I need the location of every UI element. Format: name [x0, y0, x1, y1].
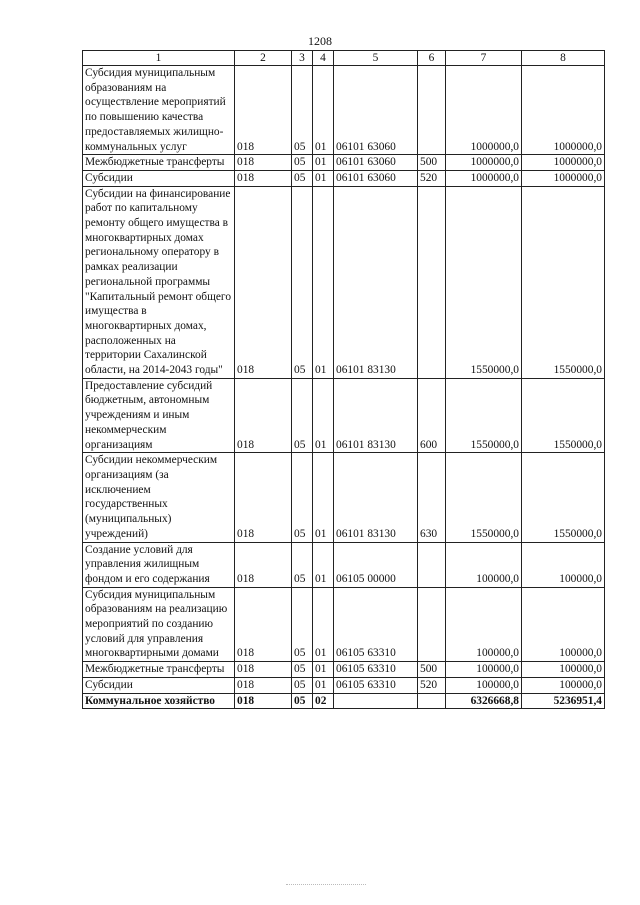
cell-amount-2: 100000,0: [522, 587, 605, 662]
cell-ministry-code: 018: [235, 170, 292, 186]
cell-subsection: 01: [313, 677, 334, 693]
cell-amount-2: 100000,0: [522, 662, 605, 678]
header-cell: 3: [292, 51, 313, 66]
row-name: Субсидии: [83, 170, 235, 186]
cell-subsection: 01: [313, 542, 334, 587]
cell-target-article: [334, 693, 418, 709]
cell-target-article: 06101 63060: [334, 66, 418, 155]
table-row: [83, 186, 605, 378]
header-row: [83, 51, 605, 66]
cell-amount-2: 1000000,0: [522, 155, 605, 171]
cell-amount-2: 100000,0: [522, 677, 605, 693]
cell-amount-1: 1000000,0: [446, 170, 522, 186]
section-total-row: [83, 693, 605, 709]
table-row: [83, 170, 605, 186]
cell-amount-1: 1000000,0: [446, 155, 522, 171]
cell-target-article: 06101 63060: [334, 155, 418, 171]
cell-target-article: 06105 00000: [334, 542, 418, 587]
cell-subsection: 01: [313, 186, 334, 378]
cell-section: 05: [292, 677, 313, 693]
cell-amount-1: 1550000,0: [446, 453, 522, 542]
cell-ministry-code: 018: [235, 453, 292, 542]
scan-smudge: [286, 884, 366, 889]
row-name: Межбюджетные трансферты: [83, 155, 235, 171]
cell-target-article: 06105 63310: [334, 662, 418, 678]
cell-ministry-code: 018: [235, 155, 292, 171]
cell-section: 05: [292, 587, 313, 662]
cell-section: 05: [292, 66, 313, 155]
cell-target-article: 06101 83130: [334, 378, 418, 453]
cell-expense-type: 600: [418, 378, 446, 453]
cell-amount-1: 100000,0: [446, 662, 522, 678]
cell-expense-type: 500: [418, 155, 446, 171]
header-cell: 2: [235, 51, 292, 66]
row-name: Субсидии: [83, 677, 235, 693]
cell-ministry-code: 018: [235, 542, 292, 587]
cell-expense-type: 630: [418, 453, 446, 542]
header-cell: 6: [418, 51, 446, 66]
row-name: Субсидия муниципальным образованиям на реализацию мероприятий по созданию условий для управления многоквартирными домами: [83, 587, 235, 662]
cell-amount-1: 100000,0: [446, 677, 522, 693]
cell-ministry-code: 018: [235, 186, 292, 378]
cell-section: 05: [292, 155, 313, 171]
cell-ministry-code: 018: [235, 587, 292, 662]
row-name: Субсидия муниципальным образованиям на осуществление мероприятий по повышению качества предоставляемых жилищно-коммунальных услуг: [83, 66, 235, 155]
cell-subsection: 01: [313, 587, 334, 662]
cell-expense-type: 520: [418, 677, 446, 693]
header-cell: 8: [522, 51, 605, 66]
header-cell: 7: [446, 51, 522, 66]
table-row: [83, 66, 605, 155]
cell-amount-1: 1000000,0: [446, 66, 522, 155]
row-name: Предоставление субсидий бюджетным, автономным учреждениям и иным некоммерческим организациям: [83, 378, 235, 453]
row-name: Субсидии на финансирование работ по капитальному ремонту общего имущества в многоквартирных домах региональному оператору в рамках реализации региональной программы "Капитальный ремонт общего имущества в многоквартирных домах, расположенных на территории Сахалинской области, на 2014-2043 годы": [83, 186, 235, 378]
cell-amount-2: 100000,0: [522, 542, 605, 587]
table-row: [83, 587, 605, 662]
header-cell: 4: [313, 51, 334, 66]
cell-amount-2: 5236951,4: [522, 693, 605, 709]
cell-subsection: 01: [313, 170, 334, 186]
table-row: [83, 662, 605, 678]
cell-amount-1: 1550000,0: [446, 378, 522, 453]
cell-expense-type: [418, 542, 446, 587]
cell-amount-1: 100000,0: [446, 587, 522, 662]
cell-expense-type: 500: [418, 662, 446, 678]
table-row: [83, 542, 605, 587]
cell-section: 05: [292, 186, 313, 378]
cell-section: 05: [292, 453, 313, 542]
table-row: [83, 378, 605, 453]
cell-amount-1: 1550000,0: [446, 186, 522, 378]
page-number: 1208: [308, 34, 332, 48]
cell-target-article: 06105 63310: [334, 587, 418, 662]
row-name: Коммунальное хозяйство: [83, 693, 235, 709]
cell-expense-type: 520: [418, 170, 446, 186]
table-row: [83, 155, 605, 171]
cell-target-article: 06105 63310: [334, 677, 418, 693]
table-row: [83, 453, 605, 542]
cell-expense-type: [418, 66, 446, 155]
cell-subsection: 01: [313, 453, 334, 542]
header-cell: 5: [334, 51, 418, 66]
table-row: [83, 677, 605, 693]
cell-target-article: 06101 83130: [334, 453, 418, 542]
cell-ministry-code: 018: [235, 378, 292, 453]
cell-target-article: 06101 83130: [334, 186, 418, 378]
cell-amount-1: 100000,0: [446, 542, 522, 587]
row-name: Субсидии некоммерческим организациям (за исключением государственных (муниципальных) учреждений): [83, 453, 235, 542]
cell-ministry-code: 018: [235, 66, 292, 155]
cell-subsection: 01: [313, 378, 334, 453]
cell-expense-type: [418, 186, 446, 378]
cell-section: 05: [292, 542, 313, 587]
cell-amount-2: 1550000,0: [522, 453, 605, 542]
budget-table: [82, 50, 605, 709]
cell-subsection: 01: [313, 155, 334, 171]
cell-subsection: 01: [313, 662, 334, 678]
cell-section: 05: [292, 662, 313, 678]
header-cell: 1: [83, 51, 235, 66]
cell-subsection: 01: [313, 66, 334, 155]
cell-expense-type: [418, 693, 446, 709]
cell-subsection: 02: [313, 693, 334, 709]
cell-expense-type: [418, 587, 446, 662]
cell-amount-2: 1550000,0: [522, 186, 605, 378]
cell-amount-2: 1000000,0: [522, 170, 605, 186]
cell-target-article: 06101 63060: [334, 170, 418, 186]
row-name: Создание условий для управления жилищным фондом и его содержания: [83, 542, 235, 587]
cell-amount-1: 6326668,8: [446, 693, 522, 709]
cell-ministry-code: 018: [235, 677, 292, 693]
cell-ministry-code: 018: [235, 693, 292, 709]
cell-amount-2: 1000000,0: [522, 66, 605, 155]
cell-section: 05: [292, 378, 313, 453]
cell-amount-2: 1550000,0: [522, 378, 605, 453]
cell-ministry-code: 018: [235, 662, 292, 678]
row-name: Межбюджетные трансферты: [83, 662, 235, 678]
cell-section: 05: [292, 170, 313, 186]
cell-section: 05: [292, 693, 313, 709]
